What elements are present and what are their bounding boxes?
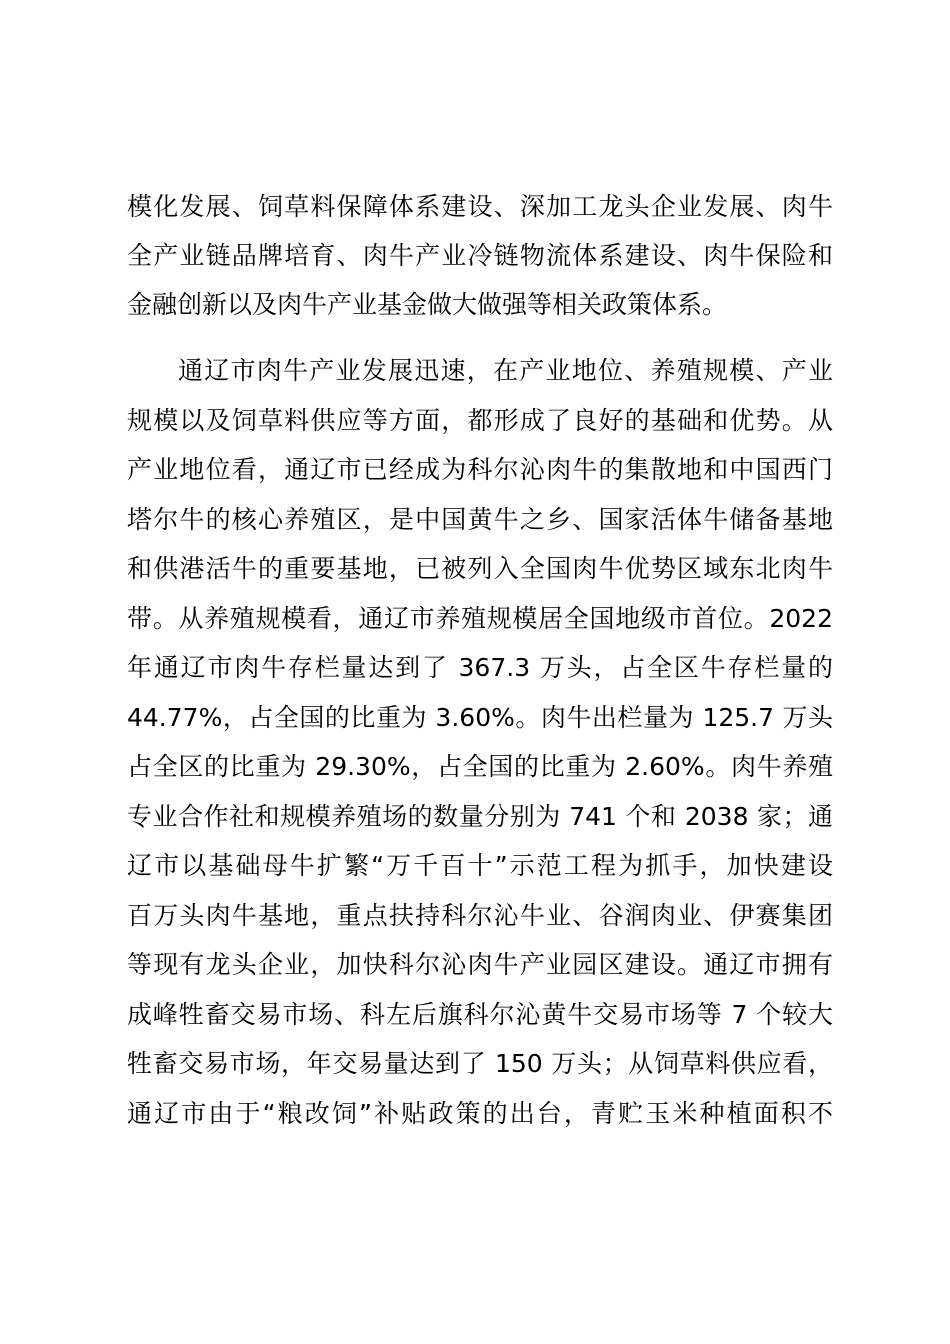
text-line: 等现有龙头企业，加快科尔沁肉牛产业园区建设。通辽市拥有 [127, 950, 833, 979]
text-line: 和供港活牛的重要基地，已被列入全国肉牛优势区域东北肉牛 [127, 554, 833, 583]
text-line: 百万头肉牛基地，重点扶持科尔沁牛业、谷润肉业、伊赛集团 [127, 901, 833, 930]
text-line: 塔尔牛的核心养殖区，是中国黄牛之乡、国家活体牛储备基地 [127, 505, 833, 534]
text-line: 全产业链品牌培育、肉牛产业冷链物流体系建设、肉牛保险和 [127, 241, 833, 270]
text-line: 通辽市由于“粮改饲”补贴政策的出台，青贮玉米种植面积不 [127, 1099, 833, 1128]
text-line: 牲畜交易市场，年交易量达到了 150 万头；从饲草料供应看， [127, 1049, 833, 1078]
text-line: 年通辽市肉牛存栏量达到了 367.3 万头，占全区牛存栏量的 [127, 653, 833, 682]
text-line: 产业地位看，通辽市已经成为科尔沁肉牛的集散地和中国西门 [127, 455, 833, 484]
text-line: 模化发展、饲草料保障体系建设、深加工龙头企业发展、肉牛 [127, 192, 833, 221]
text-line: 44.77%，占全国的比重为 3.60%。肉牛出栏量为 125.7 万头 [127, 703, 833, 732]
text-line: 成峰牲畜交易市场、科左后旗科尔沁黄牛交易市场等 7 个较大 [127, 1000, 833, 1029]
text-line: 通辽市肉牛产业发展迅速，在产业地位、养殖规模、产业 [178, 356, 833, 385]
text-line: 占全区的比重为 29.30%，占全国的比重为 2.60%。肉牛养殖 [127, 752, 833, 781]
text-line: 专业合作社和规模养殖场的数量分别为 741 个和 2038 家；通 [127, 802, 833, 831]
text-line: 金融创新以及肉牛产业基金做大做强等相关政策体系。 [127, 290, 728, 319]
text-line: 辽市以基础母牛扩繁“万千百十”示范工程为抓手，加快建设 [127, 851, 833, 880]
text-line: 带。从养殖规模看，通辽市养殖规模居全国地级市首位。2022 [127, 604, 833, 633]
text-line: 规模以及饲草料供应等方面，都形成了良好的基础和优势。从 [127, 406, 833, 435]
